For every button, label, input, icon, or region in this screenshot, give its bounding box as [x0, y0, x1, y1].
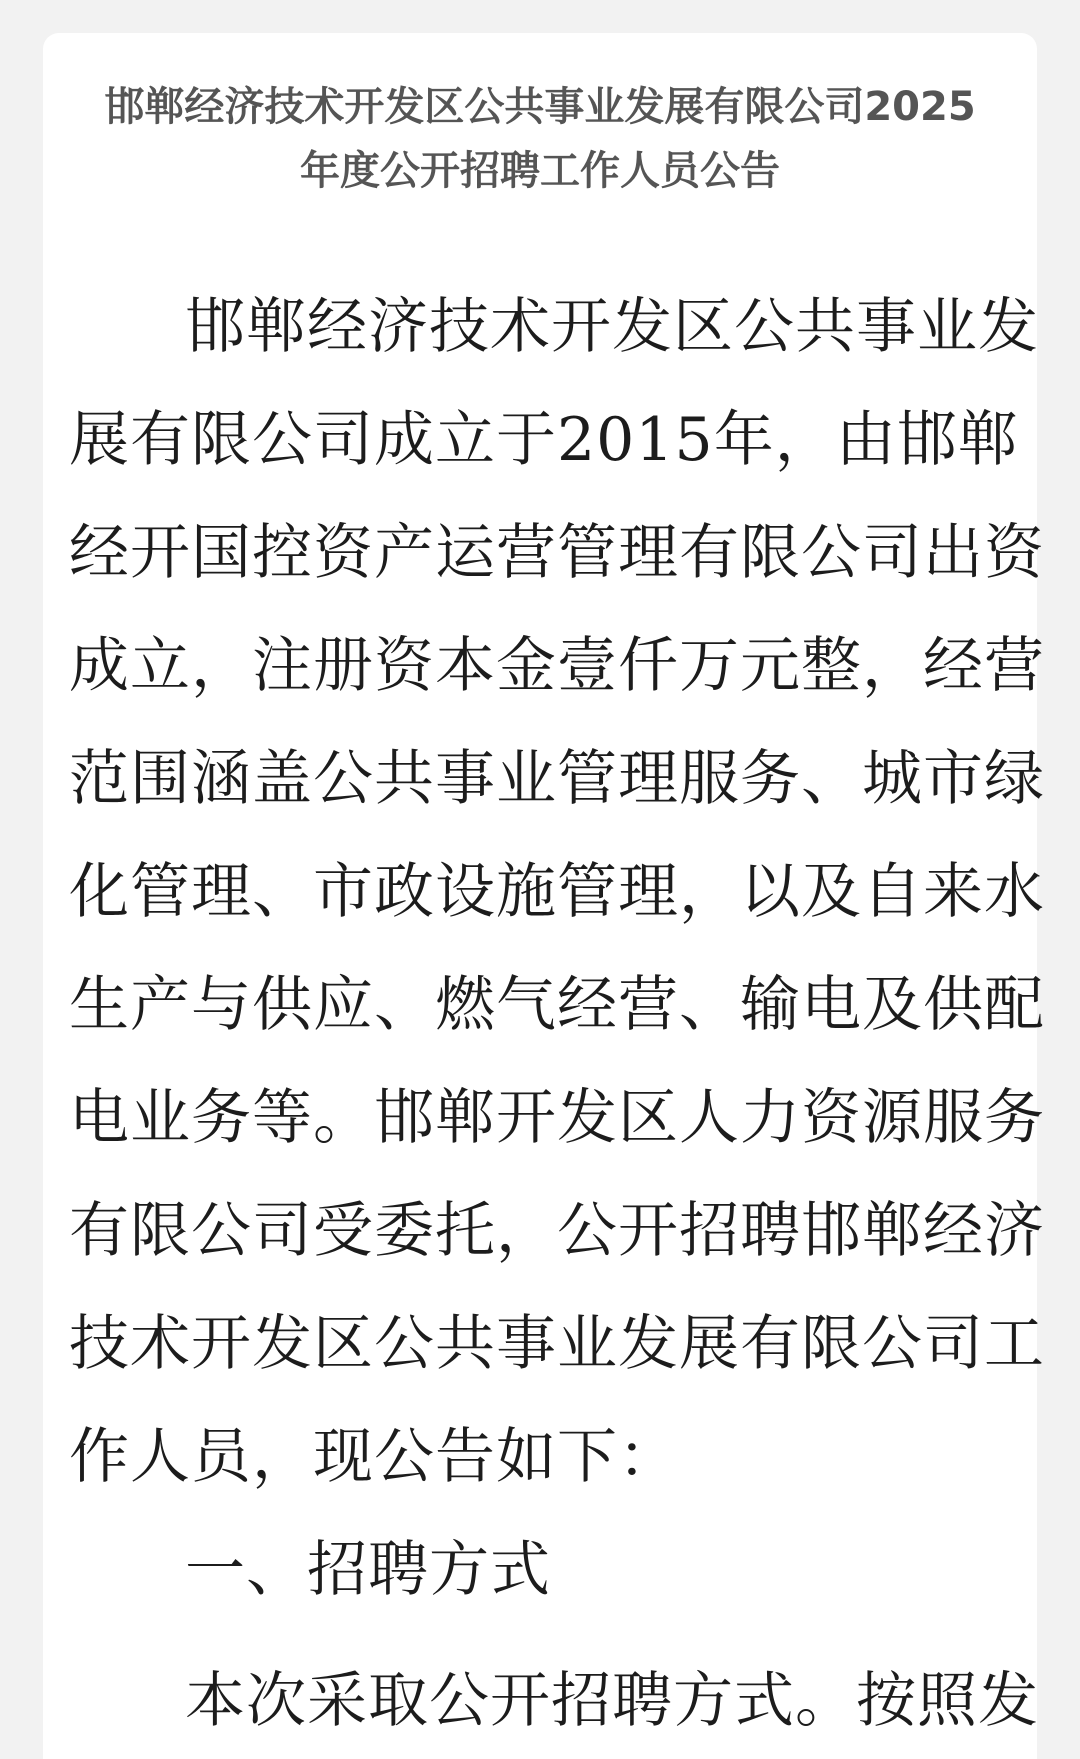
article-title-line-1: 邯郸经济技术开发区公共事业发展有限公司2025 [104, 84, 976, 130]
paragraph-1-line: 有限公司受委托，公开招聘邯郸经济 [69, 1196, 1045, 1266]
paragraph-gap [69, 1627, 1017, 1645]
paragraph-1-line: 技术开发区公共事业发展有限公司工 [69, 1309, 1045, 1379]
paragraph-1-line: 电业务等。邯郸开发区人力资源服务 [69, 1083, 1045, 1153]
paragraph-1-line: 邯郸经济技术开发区公共事业发 [185, 292, 1039, 362]
paragraph-1-line: 生产与供应、燃气经营、输电及供配 [69, 970, 1045, 1040]
paragraph-1-line: 化管理、市政设施管理，以及自来水 [69, 857, 1045, 927]
article-card [43, 33, 1045, 1759]
paragraph-1-line: 展有限公司成立于2015年，由邯郸 [69, 405, 1019, 475]
paragraph-1-line: 经开国控资产运营管理有限公司出资 [69, 518, 1045, 588]
article-body [69, 271, 1045, 1758]
article-title [43, 75, 1037, 203]
paragraph-2-line: 本次采取公开招聘方式。按照发 [185, 1666, 1039, 1736]
paragraph-1-line: 范围涵盖公共事业管理服务、城市绿 [69, 744, 1045, 814]
article-title-line-2: 年度公开招聘工作人员公告 [300, 148, 780, 194]
paragraph-1-line: 作人员，现公告如下： [69, 1422, 679, 1492]
section-1-heading: 一、招聘方式 [185, 1535, 551, 1605]
paragraph-1-line: 成立，注册资本金壹仟万元整，经营 [69, 631, 1045, 701]
